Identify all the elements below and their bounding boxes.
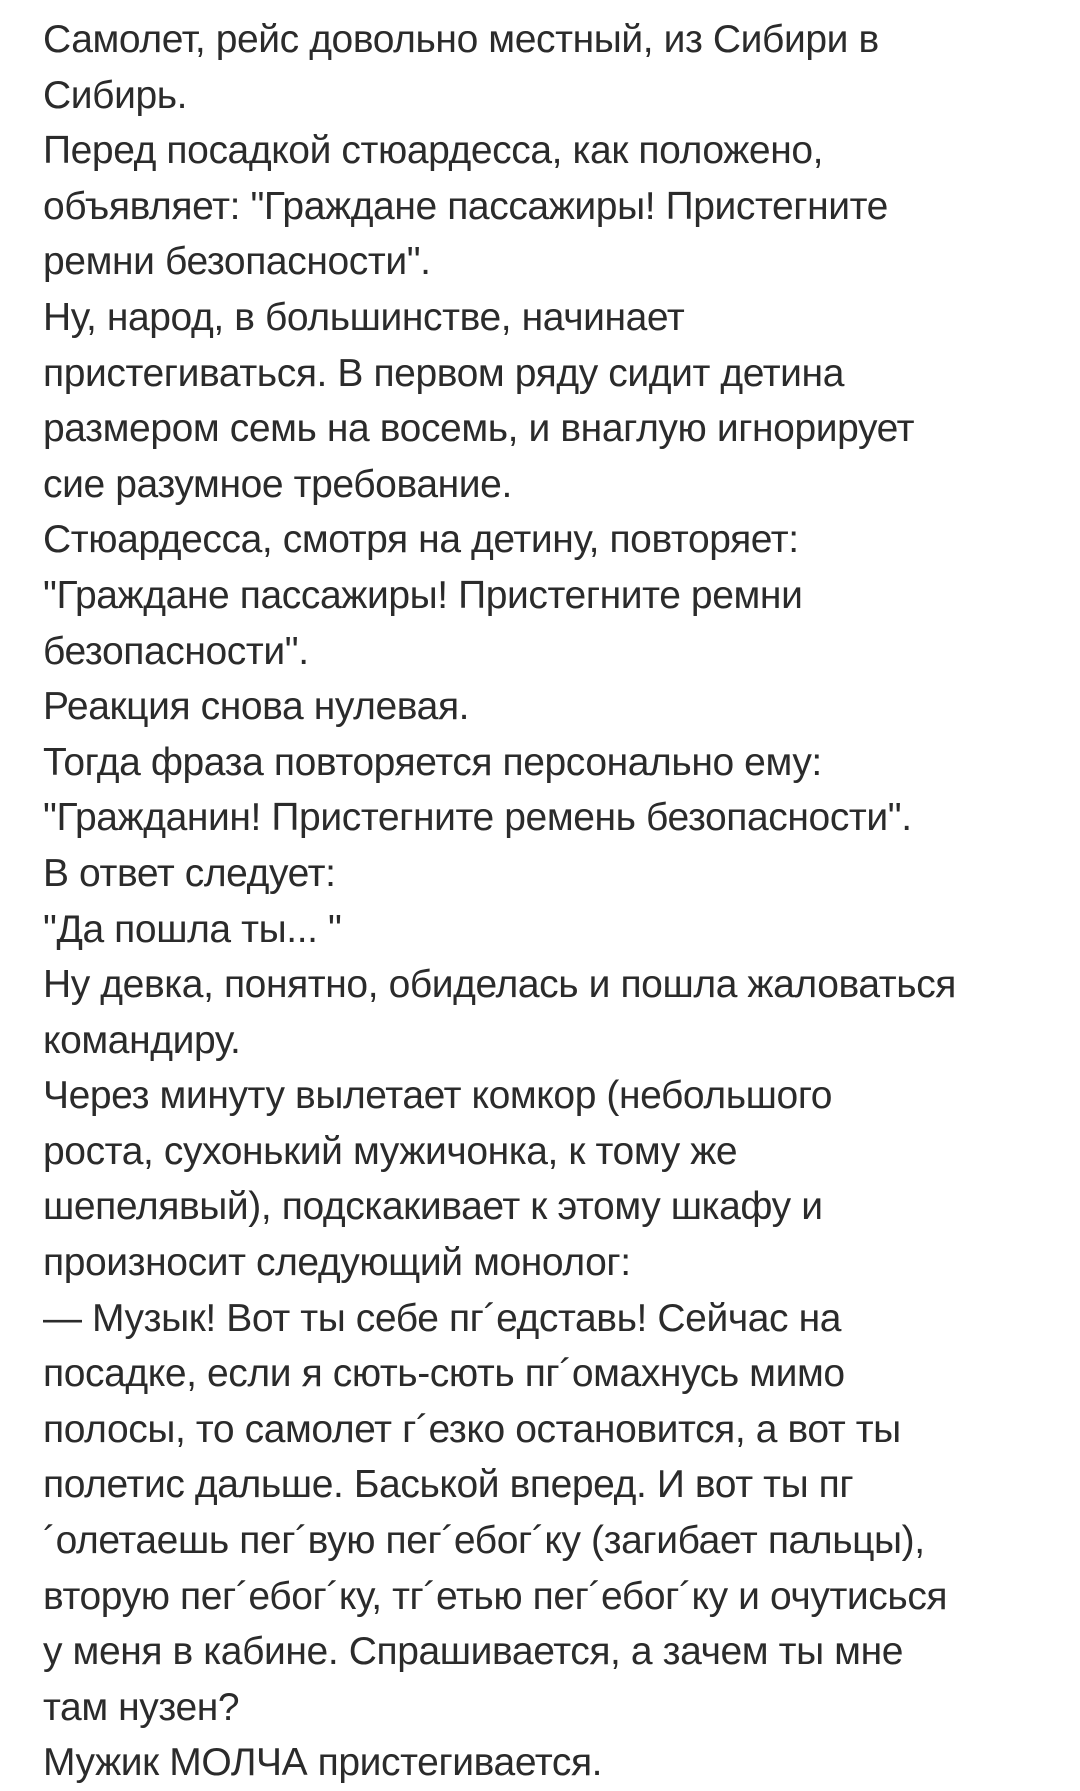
text-line: Перед посадкой стюардесса, как положено, [43,129,824,173]
text-line: объявляет: "Граждане пассажиры! Пристегните [43,184,888,228]
text-line: Тогда фраза повторяется персонально ему: [43,740,822,784]
text-line: размером семь на восемь, и внаглую игнорирует [43,407,915,451]
text-line: ремни безопасности". [43,240,431,284]
text-line: безопасности". [43,629,309,673]
text-line: Стюардесса, смотря на детину, повторяет: [43,518,799,562]
text-line: "Да пошла ты... " [43,907,342,951]
text-line: "Граждане пассажиры! Пристегните ремни [43,573,803,617]
text-line: роста, сухонький мужичонка, к тому же [43,1129,738,1173]
text-line: полетис дальше. Баськой вперед. И вот ты пг [43,1463,854,1507]
text-line: там нузен? [43,1685,240,1729]
text-line: пристегиваться. В первом ряду сидит детина [43,351,844,395]
text-line: Мужик МОЛЧА пристегивается. [43,1741,603,1785]
text-line: В ответ следует: [43,851,336,895]
joke-text [43,0,1053,1791]
text-line: Ну девка, понятно, обиделась и пошла жаловаться [43,963,957,1007]
text-line: посадке, если я сють-сють пг´омахнусь мимо [43,1352,845,1396]
text-line: Через минуту вылетает комкор (небольшого [43,1074,833,1118]
text-line: Реакция снова нулевая. [43,685,470,729]
text-line: сие разумное требование. [43,462,512,506]
text-line: "Гражданин! Пристегните ремень безопасности". [43,796,912,840]
text-line: Самолет, рейс довольно местный, из Сибири в [43,18,879,61]
text-line: полосы, то самолет г´езко остановится, а вот ты [43,1407,901,1451]
text-line: — Музык! Вот ты себе пг´едставь! Сейчас на [43,1296,842,1340]
text-line: шепелявый), подскакивает к этому шкафу и [43,1185,823,1229]
text-line: вторую пег´ебог´ку, тг´етью пег´ебог´ку и очутисься [43,1574,948,1618]
text-line: ´олетаешь пег´вую пег´ебог´ку (загибает пальцы), [43,1519,925,1563]
text-line: Сибирь. [43,73,188,117]
text-line: произносит следующий монолог: [43,1241,631,1285]
text-line: у меня в кабине. Спрашивается, а зачем ты мне [43,1630,903,1674]
text-line: Ну, народ, в большинстве, начинает [43,295,685,339]
text-line: командиру. [43,1018,241,1062]
